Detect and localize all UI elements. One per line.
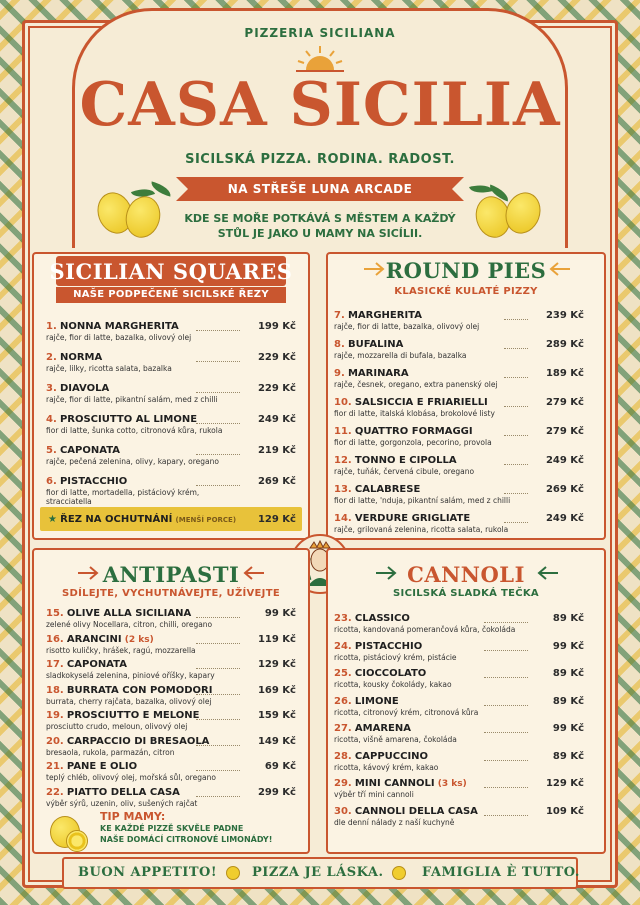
menu-item: [46, 414, 246, 435]
item-description: rajče, grilovaná zelenina, ricotta salata, rukola: [334, 525, 509, 534]
item-name: VERDURE GRIGLIATE: [354, 513, 471, 524]
item-number: 29.: [334, 778, 352, 789]
item-number: 4.: [46, 414, 57, 425]
menu-item: [334, 751, 544, 772]
item-price: 249 Kč: [545, 455, 584, 466]
item-number: 7.: [334, 310, 345, 321]
antipasti-subtitle: SDÍLEJTE, VYCHUTNÁVEJTE, UŽÍVEJTE: [62, 588, 280, 599]
dot-leader: [504, 348, 528, 349]
item-name: TONNO E CIPOLLA: [354, 455, 457, 466]
menu-item: [46, 352, 246, 373]
dot-leader: [196, 770, 240, 771]
dot-leader: [484, 622, 528, 623]
item-name: CARPACCIO DI BRESAOLA: [66, 735, 210, 747]
item-description: rajče, fior di latte, pikantní salám, med z chilli: [46, 395, 218, 404]
item-description: rajče, lilky, ricotta salata, bazalka: [46, 364, 172, 373]
item-number: 2.: [46, 352, 57, 363]
item-name: LIMONE: [354, 695, 399, 707]
item-name: NONNA MARGHERITA: [59, 321, 179, 332]
tip-line-1: KE KAŽDÉ PIZZĚ SKVĚLE PADNE: [100, 824, 244, 833]
item-description: ricotta, kousky čokolády, kakao: [334, 680, 452, 689]
item-price: 129 Kč: [257, 659, 296, 670]
item-price: 289 Kč: [545, 339, 584, 350]
item-price: 239 Kč: [545, 310, 584, 321]
item-price: 159 Kč: [257, 710, 296, 721]
item-number: 9.: [334, 368, 345, 379]
item-description: fior di latte, šunka cotto, citronová kůra, rukola: [46, 426, 223, 435]
item-description: rajče, pečená zelenina, olivy, kapary, oregano: [46, 457, 219, 466]
taster-item: [48, 514, 236, 525]
round-subtitle: KLASICKÉ KULATÉ PIZZY: [394, 286, 538, 297]
item-description: výběr sýrů, uzenin, oliv, sušených rajčat: [46, 798, 198, 808]
dot-leader: [196, 454, 240, 455]
squares-title: SICILIAN SQUARES: [49, 259, 293, 284]
arrow-right-icon: [364, 262, 386, 276]
menu-item: [334, 723, 544, 744]
menu-item: [334, 778, 544, 799]
item-price: 89 Kč: [552, 695, 584, 707]
dot-leader: [504, 435, 528, 436]
item-description: dle denní nálady z naší kuchyně: [334, 817, 455, 827]
item-description: teplý chléb, olivový olej, mořská sůl, oregano: [46, 773, 216, 782]
restaurant-title: CASA SICILIA: [79, 70, 561, 140]
taster-label: ŘEZ NA OCHUTNÁNÍ: [60, 514, 173, 525]
item-name: QUATTRO FORMAGGI: [354, 426, 473, 437]
menu-item: [334, 641, 544, 662]
item-price: 99 Kč: [552, 723, 584, 734]
item-name: CAPONATA: [66, 659, 127, 670]
item-number: 19.: [46, 710, 64, 721]
arrow-right-icon: [78, 566, 100, 580]
menu-item: [46, 634, 246, 655]
item-number: 6.: [46, 476, 57, 487]
dot-leader: [196, 694, 240, 695]
dot-leader: [196, 668, 240, 669]
item-price: 269 Kč: [545, 484, 584, 495]
dot-leader: [504, 464, 528, 465]
item-name: CANNOLI DELLA CASA: [354, 805, 478, 817]
item-number: 16.: [46, 633, 64, 645]
menu-item: [46, 476, 246, 506]
arrow-left-icon: [548, 262, 570, 276]
item-name: MARGHERITA: [347, 310, 422, 321]
item-name: BUFALINA: [347, 339, 404, 350]
dot-leader: [484, 677, 528, 678]
taster-price: 129 Kč: [257, 514, 296, 525]
menu-item: [334, 310, 544, 331]
menu-item: [334, 668, 544, 689]
item-name: PISTACCHIO: [354, 640, 423, 652]
dot-leader: [484, 815, 528, 816]
item-number: 17.: [46, 659, 64, 670]
item-number: 18.: [46, 684, 64, 696]
lemon-icon: [226, 866, 240, 880]
item-description: burrata, cherry rajčata, bazalka, olivový olej: [46, 696, 212, 706]
item-description: fior di latte, mortadella, pistáciový krém, stracciatella: [46, 488, 200, 506]
item-name: SALSICCIA E FRIARIELLI: [354, 397, 488, 408]
menu-item: [46, 608, 246, 629]
item-number: 1.: [46, 321, 57, 332]
item-name: PANE E OLIO: [66, 761, 138, 772]
menu-item: [46, 383, 246, 404]
intro-line-2: STŮL JE JAKO U MAMY NA SICÍLII.: [217, 227, 423, 240]
item-name: CIOCCOLATO: [354, 668, 427, 679]
item-name: MARINARA: [347, 368, 409, 379]
menu-item: [46, 710, 246, 731]
item-price: 89 Kč: [552, 750, 584, 762]
item-price: 199 Kč: [257, 321, 296, 332]
dot-leader: [196, 643, 240, 644]
dot-leader: [196, 796, 240, 797]
pizzeria-label: PIZZERIA SICILIANA: [244, 26, 396, 40]
footer-left: BUON APPETITO!: [78, 865, 218, 880]
dot-leader: [196, 617, 240, 618]
item-description: výběr tří mini cannoli: [334, 790, 414, 799]
item-price: 189 Kč: [545, 368, 584, 379]
item-price: 229 Kč: [257, 352, 296, 363]
item-price: 89 Kč: [552, 668, 584, 679]
item-number: 3.: [46, 383, 57, 394]
menu-item: [334, 806, 544, 827]
dot-leader: [196, 719, 240, 720]
item-description: prosciutto crudo, meloun, olivový olej: [46, 722, 188, 731]
menu-item: [46, 659, 246, 680]
dot-leader: [484, 705, 528, 706]
item-description: rajče, fior di latte, bazalka, olivový olej: [46, 333, 192, 342]
dot-leader: [196, 745, 240, 746]
footer-right: FAMIGLIA È TUTTO.: [422, 865, 580, 880]
arrow-left-icon: [536, 566, 558, 580]
item-description: ricotta, kávový krém, kakao: [334, 762, 439, 772]
dot-leader: [504, 406, 528, 407]
star-icon: ★: [48, 514, 57, 525]
item-name: ARANCINI: [66, 633, 122, 645]
menu-item: [334, 368, 544, 389]
menu-item: [46, 736, 246, 757]
item-number: 5.: [46, 445, 57, 456]
item-number: 27.: [334, 723, 352, 734]
item-number: 25.: [334, 668, 352, 679]
item-name: AMARENA: [354, 723, 411, 734]
round-title: ROUND PIES: [385, 258, 547, 283]
item-price: 279 Kč: [545, 397, 584, 408]
menu-item: [46, 321, 246, 342]
menu-item: [46, 445, 246, 466]
item-description: risotto kuličky, hrášek, ragú, mozzarella: [46, 645, 196, 655]
item-description: ricotta, pistáciový krém, pistácie: [334, 652, 457, 662]
dot-leader: [196, 423, 240, 424]
item-price: 99 Kč: [552, 640, 584, 652]
item-name: DIAVOLA: [59, 383, 110, 394]
item-price: 249 Kč: [545, 513, 584, 524]
dot-leader: [504, 493, 528, 494]
menu-item: [46, 787, 246, 808]
item-price: 69 Kč: [264, 761, 296, 772]
item-price: 169 Kč: [257, 684, 296, 696]
item-number: 11.: [334, 426, 352, 437]
cannoli-title: CANNOLI: [407, 562, 525, 587]
tagline: SICILSKÁ PIZZA. RODINA. RADOST.: [185, 152, 455, 167]
tip-line-2: NAŠE DOMÁCÍ CITRONOVÉ LIMONÁDY!: [100, 835, 273, 844]
item-price: 109 Kč: [545, 805, 584, 817]
item-quantity: (3 ks): [437, 779, 467, 789]
item-name: PROSCIUTTO AL LIMONE: [59, 414, 198, 425]
menu-item: [334, 696, 544, 717]
menu-item: [334, 339, 544, 360]
item-price: 269 Kč: [257, 476, 296, 487]
sun-icon: [296, 44, 344, 72]
item-number: 22.: [46, 786, 64, 798]
item-name: PROSCIUTTO E MELONE: [66, 710, 200, 721]
item-price: 229 Kč: [257, 383, 296, 394]
item-number: 13.: [334, 484, 352, 495]
item-name: CAPONATA: [59, 445, 120, 456]
item-price: 149 Kč: [257, 735, 296, 747]
menu-item: [334, 426, 544, 447]
item-name: CAPPUCCINO: [354, 750, 429, 762]
item-price: 299 Kč: [257, 786, 296, 798]
item-price: 249 Kč: [257, 414, 296, 425]
item-description: bresaola, rukola, parmazán, citron: [46, 747, 175, 757]
menu-item: [334, 613, 544, 634]
item-number: 15.: [46, 608, 64, 619]
item-description: fior di latte, gorgonzola, pecorino, provola: [334, 438, 492, 447]
dot-leader: [484, 760, 528, 761]
squares-subtitle: NAŠE PODPEČENÉ SICILSKÉ ŘEZY: [73, 289, 269, 300]
item-number: 28.: [334, 750, 352, 762]
menu-item: [46, 761, 246, 782]
dot-leader: [504, 377, 528, 378]
lemon-icon: [392, 866, 406, 880]
item-description: rajče, mozzarella di bufala, bazalka: [334, 351, 467, 360]
item-name: PIATTO DELLA CASA: [66, 786, 180, 798]
item-number: 30.: [334, 805, 352, 817]
tip-title: TIP MAMY:: [100, 810, 166, 823]
tip-box: [44, 810, 306, 854]
menu-item: [334, 455, 544, 476]
item-description: ricotta, višně amarena, čokoláda: [334, 735, 457, 744]
item-name: PISTACCHIO: [59, 476, 128, 487]
item-name: MINI CANNOLI: [354, 778, 435, 789]
arrow-left-icon: [242, 566, 264, 580]
dot-leader: [196, 485, 240, 486]
menu-item: [334, 397, 544, 418]
item-name: CLASSICO: [354, 613, 410, 624]
antipasti-title: ANTIPASTI: [102, 562, 240, 587]
dot-leader: [484, 650, 528, 651]
location-ribbon: NA STŘEŠE LUNA ARCADE: [190, 177, 450, 201]
intro-text: [170, 211, 470, 241]
item-description: sladkokyselá zelenina, piniové oříšky, kapary: [46, 671, 215, 680]
item-price: 279 Kč: [545, 426, 584, 437]
item-price: 129 Kč: [545, 778, 584, 789]
intro-line-1: KDE SE MOŘE POTKÁVÁ S MĚSTEM A KAŽDÝ: [184, 212, 456, 225]
item-description: fior di latte, 'nduja, pikantní salám, med z chilli: [334, 496, 511, 505]
item-description: ricotta, citronový krém, citronová kůra: [334, 707, 479, 717]
item-price: 219 Kč: [257, 445, 296, 456]
item-name: CALABRESE: [354, 484, 421, 495]
item-number: 20.: [46, 735, 64, 747]
item-name: BURRATA CON POMODORI: [66, 684, 213, 696]
item-number: 23.: [334, 613, 352, 624]
menu-item: [334, 484, 544, 505]
menu-item: [334, 513, 544, 534]
item-description: rajče, tuňák, červená cibule, oregano: [334, 467, 475, 476]
item-price: 89 Kč: [552, 613, 584, 624]
taster-note: (MENŠÍ PORCE): [175, 516, 237, 524]
item-price: 119 Kč: [257, 633, 296, 645]
dot-leader: [196, 392, 240, 393]
dot-leader: [196, 361, 240, 362]
item-number: 21.: [46, 761, 64, 772]
item-price: 99 Kč: [264, 608, 296, 619]
dot-leader: [504, 319, 528, 320]
item-name: NORMA: [59, 352, 103, 363]
item-number: 10.: [334, 397, 352, 408]
item-description: ricotta, kandovaná pomerančová kůra, čokoláda: [334, 625, 516, 634]
item-description: zelené olivy Nocellara, citron, chilli, oregano: [46, 620, 213, 629]
dot-leader: [484, 732, 528, 733]
footer-middle: PIZZA JE LÁSKA.: [252, 865, 384, 880]
dot-leader: [484, 787, 528, 788]
item-number: 8.: [334, 339, 345, 350]
item-number: 26.: [334, 695, 352, 707]
item-description: rajče, fior di latte, bazalka, olivový olej: [334, 322, 480, 331]
dot-leader: [196, 330, 240, 331]
item-description: fior di latte, italská klobása, brokolové listy: [334, 409, 495, 418]
item-description: rajče, česnek, oregano, extra panenský olej: [334, 380, 498, 389]
item-name: OLIVE ALLA SICILIANA: [66, 608, 192, 619]
item-number: 12.: [334, 455, 352, 466]
item-quantity: (2 ks): [124, 634, 154, 645]
item-number: 14.: [334, 513, 352, 524]
arrow-right-icon: [376, 566, 398, 580]
menu-item: [46, 685, 246, 706]
cannoli-subtitle: SICILSKÁ SLADKÁ TEČKA: [393, 588, 539, 599]
item-number: 24.: [334, 640, 352, 652]
dot-leader: [504, 522, 528, 523]
